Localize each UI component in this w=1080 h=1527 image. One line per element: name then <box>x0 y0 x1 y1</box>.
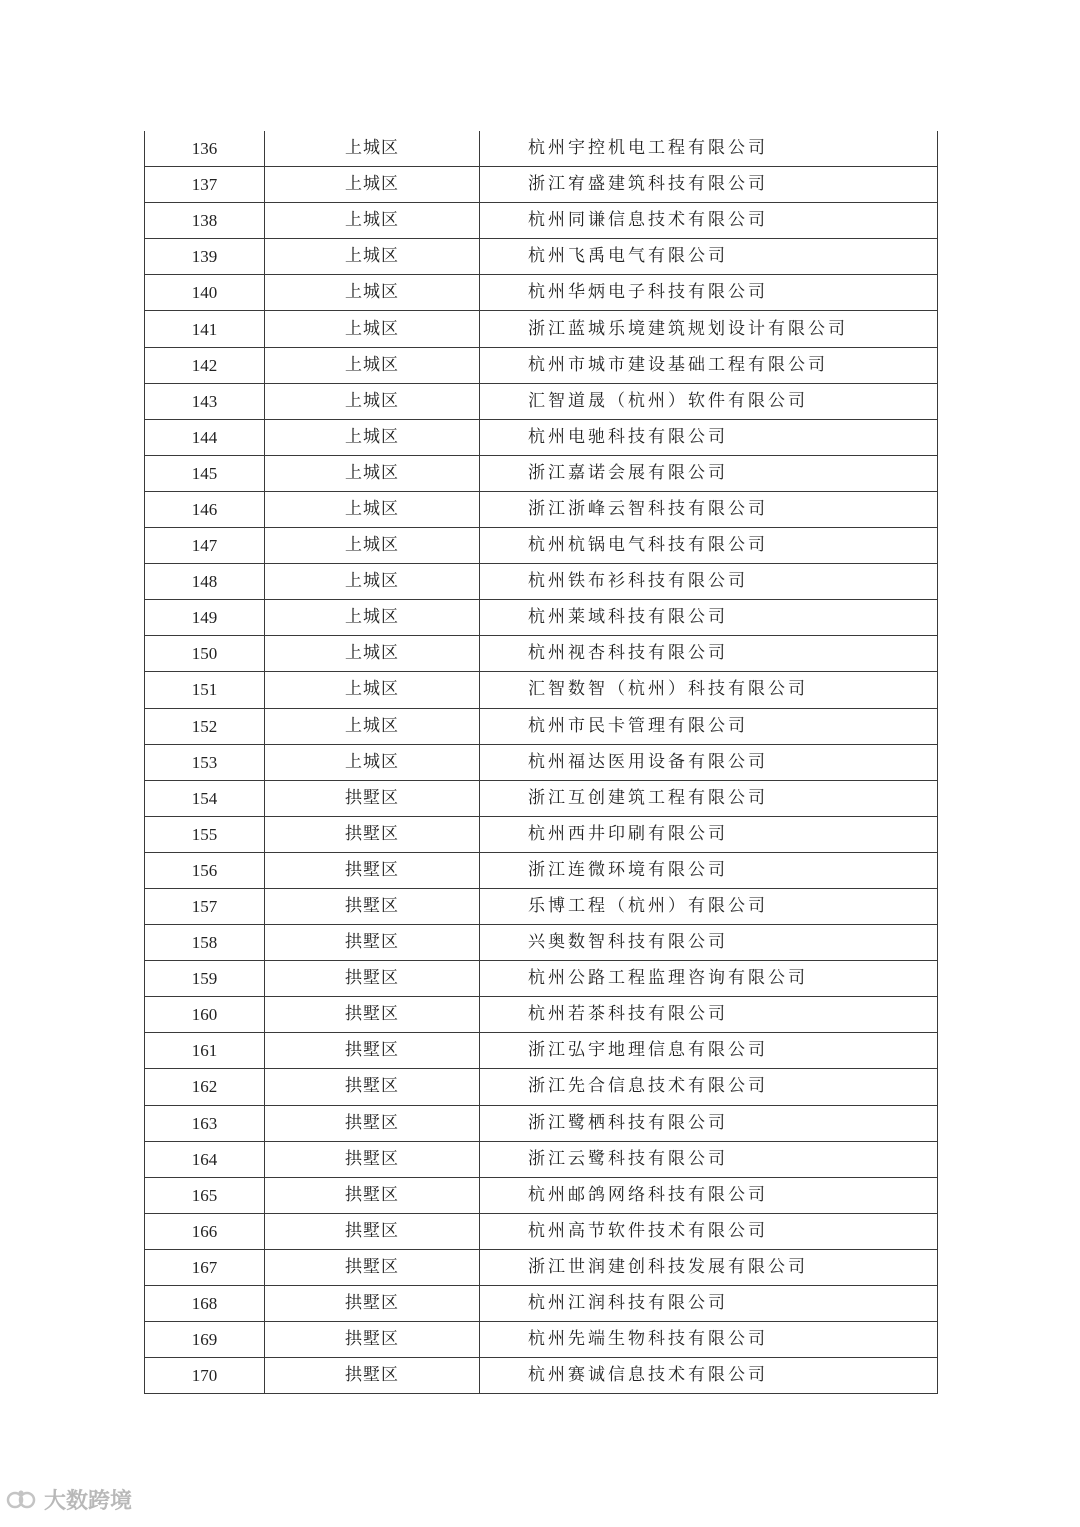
district-cell: 拱墅区 <box>265 1322 480 1358</box>
company-name-cell: 浙江先合信息技术有限公司 <box>480 1069 938 1105</box>
row-number-cell: 155 <box>145 816 265 852</box>
watermark-text: 大数跨境 <box>44 1489 133 1514</box>
row-number-cell: 139 <box>145 239 265 275</box>
district-cell: 拱墅区 <box>265 1358 480 1394</box>
row-number-cell: 167 <box>145 1249 265 1285</box>
table-row <box>145 1322 938 1358</box>
company-name-cell: 汇智数智（杭州）科技有限公司 <box>480 672 938 708</box>
table-row <box>145 131 938 167</box>
table-row <box>145 1069 938 1105</box>
district-cell: 上城区 <box>265 636 480 672</box>
row-number-cell: 161 <box>145 1033 265 1069</box>
company-name-cell: 乐博工程（杭州）有限公司 <box>480 888 938 924</box>
company-name-cell: 杭州市城市建设基础工程有限公司 <box>480 347 938 383</box>
company-name-cell: 杭州赛诚信息技术有限公司 <box>480 1358 938 1394</box>
row-number-cell: 168 <box>145 1286 265 1322</box>
district-cell: 拱墅区 <box>265 1069 480 1105</box>
table-row <box>145 1033 938 1069</box>
row-number-cell: 158 <box>145 925 265 961</box>
table-row <box>145 600 938 636</box>
row-number-cell: 140 <box>145 275 265 311</box>
company-name-cell: 杭州铁布衫科技有限公司 <box>480 564 938 600</box>
district-cell: 上城区 <box>265 203 480 239</box>
company-name-cell: 浙江鹭栖科技有限公司 <box>480 1105 938 1141</box>
company-name-cell: 杭州市民卡管理有限公司 <box>480 708 938 744</box>
table-row <box>145 491 938 527</box>
table-row <box>145 816 938 852</box>
district-cell: 上城区 <box>265 744 480 780</box>
table-row <box>145 1141 938 1177</box>
company-name-cell: 杭州邮鸽网络科技有限公司 <box>480 1177 938 1213</box>
row-number-cell: 149 <box>145 600 265 636</box>
district-cell: 拱墅区 <box>265 1177 480 1213</box>
district-cell: 拱墅区 <box>265 997 480 1033</box>
row-number-cell: 145 <box>145 455 265 491</box>
row-number-cell: 165 <box>145 1177 265 1213</box>
company-table-container <box>144 131 937 1394</box>
row-number-cell: 137 <box>145 167 265 203</box>
district-cell: 拱墅区 <box>265 1249 480 1285</box>
company-name-cell: 杭州电驰科技有限公司 <box>480 419 938 455</box>
row-number-cell: 163 <box>145 1105 265 1141</box>
row-number-cell: 156 <box>145 852 265 888</box>
company-name-cell: 杭州莱域科技有限公司 <box>480 600 938 636</box>
district-cell: 拱墅区 <box>265 961 480 997</box>
district-cell: 拱墅区 <box>265 1286 480 1322</box>
table-row <box>145 925 938 961</box>
row-number-cell: 141 <box>145 311 265 347</box>
district-cell: 拱墅区 <box>265 1213 480 1249</box>
district-cell: 拱墅区 <box>265 852 480 888</box>
district-cell: 上城区 <box>265 708 480 744</box>
company-name-cell: 杭州公路工程监理咨询有限公司 <box>480 961 938 997</box>
table-row <box>145 1105 938 1141</box>
table-row <box>145 347 938 383</box>
table-row <box>145 167 938 203</box>
row-number-cell: 151 <box>145 672 265 708</box>
table-row <box>145 1358 938 1394</box>
table-row <box>145 1249 938 1285</box>
district-cell: 上城区 <box>265 239 480 275</box>
table-row <box>145 455 938 491</box>
row-number-cell: 153 <box>145 744 265 780</box>
district-cell: 上城区 <box>265 167 480 203</box>
row-number-cell: 166 <box>145 1213 265 1249</box>
row-number-cell: 138 <box>145 203 265 239</box>
table-row <box>145 708 938 744</box>
table-row <box>145 636 938 672</box>
table-row <box>145 564 938 600</box>
company-name-cell: 浙江浙峰云智科技有限公司 <box>480 491 938 527</box>
row-number-cell: 147 <box>145 528 265 564</box>
company-name-cell: 杭州江润科技有限公司 <box>480 1286 938 1322</box>
row-number-cell: 169 <box>145 1322 265 1358</box>
table-row <box>145 852 938 888</box>
table-row <box>145 780 938 816</box>
company-name-cell: 杭州高节软件技术有限公司 <box>480 1213 938 1249</box>
district-cell: 拱墅区 <box>265 1033 480 1069</box>
company-name-cell: 兴奥数智科技有限公司 <box>480 925 938 961</box>
district-cell: 上城区 <box>265 419 480 455</box>
row-number-cell: 136 <box>145 131 265 167</box>
company-name-cell: 浙江世润建创科技发展有限公司 <box>480 1249 938 1285</box>
row-number-cell: 143 <box>145 383 265 419</box>
row-number-cell: 146 <box>145 491 265 527</box>
table-row <box>145 961 938 997</box>
district-cell: 上城区 <box>265 131 480 167</box>
table-row <box>145 383 938 419</box>
row-number-cell: 148 <box>145 564 265 600</box>
table-row <box>145 311 938 347</box>
company-name-cell: 浙江蓝城乐境建筑规划设计有限公司 <box>480 311 938 347</box>
company-name-cell: 杭州若茶科技有限公司 <box>480 997 938 1033</box>
district-cell: 上城区 <box>265 564 480 600</box>
table-row <box>145 744 938 780</box>
district-cell: 上城区 <box>265 672 480 708</box>
table-row <box>145 419 938 455</box>
row-number-cell: 162 <box>145 1069 265 1105</box>
row-number-cell: 164 <box>145 1141 265 1177</box>
company-name-cell: 杭州福达医用设备有限公司 <box>480 744 938 780</box>
row-number-cell: 144 <box>145 419 265 455</box>
row-number-cell: 159 <box>145 961 265 997</box>
district-cell: 上城区 <box>265 275 480 311</box>
district-cell: 拱墅区 <box>265 925 480 961</box>
table-row <box>145 203 938 239</box>
row-number-cell: 157 <box>145 888 265 924</box>
company-name-cell: 杭州宇控机电工程有限公司 <box>480 131 938 167</box>
district-cell: 拱墅区 <box>265 1141 480 1177</box>
table-row <box>145 1177 938 1213</box>
table-row <box>145 528 938 564</box>
district-cell: 拱墅区 <box>265 888 480 924</box>
table-row <box>145 997 938 1033</box>
company-name-cell: 浙江宥盛建筑科技有限公司 <box>480 167 938 203</box>
company-name-cell: 杭州同谦信息技术有限公司 <box>480 203 938 239</box>
district-cell: 上城区 <box>265 383 480 419</box>
company-name-cell: 杭州华炳电子科技有限公司 <box>480 275 938 311</box>
table-row <box>145 888 938 924</box>
district-cell: 拱墅区 <box>265 780 480 816</box>
watermark <box>6 1484 132 1515</box>
district-cell: 上城区 <box>265 311 480 347</box>
row-number-cell: 170 <box>145 1358 265 1394</box>
row-number-cell: 150 <box>145 636 265 672</box>
company-name-cell: 杭州杭锅电气科技有限公司 <box>480 528 938 564</box>
district-cell: 上城区 <box>265 491 480 527</box>
row-number-cell: 154 <box>145 780 265 816</box>
company-name-cell: 浙江连微环境有限公司 <box>480 852 938 888</box>
logo-icon <box>6 1488 38 1512</box>
company-name-cell: 浙江云鹭科技有限公司 <box>480 1141 938 1177</box>
district-cell: 拱墅区 <box>265 816 480 852</box>
company-name-cell: 杭州先端生物科技有限公司 <box>480 1322 938 1358</box>
row-number-cell: 152 <box>145 708 265 744</box>
company-name-cell: 杭州视杏科技有限公司 <box>480 636 938 672</box>
district-cell: 上城区 <box>265 455 480 491</box>
row-number-cell: 142 <box>145 347 265 383</box>
district-cell: 上城区 <box>265 528 480 564</box>
company-name-cell: 杭州西井印刷有限公司 <box>480 816 938 852</box>
company-name-cell: 浙江互创建筑工程有限公司 <box>480 780 938 816</box>
company-name-cell: 浙江弘宇地理信息有限公司 <box>480 1033 938 1069</box>
company-name-cell: 汇智道晟（杭州）软件有限公司 <box>480 383 938 419</box>
district-cell: 拱墅区 <box>265 1105 480 1141</box>
company-table <box>144 131 938 1394</box>
table-row <box>145 672 938 708</box>
table-row <box>145 1286 938 1322</box>
row-number-cell: 160 <box>145 997 265 1033</box>
table-row <box>145 1213 938 1249</box>
district-cell: 上城区 <box>265 347 480 383</box>
company-name-cell: 杭州飞禹电气有限公司 <box>480 239 938 275</box>
company-name-cell: 浙江嘉诺会展有限公司 <box>480 455 938 491</box>
table-row <box>145 239 938 275</box>
district-cell: 上城区 <box>265 600 480 636</box>
table-row <box>145 275 938 311</box>
company-table-body <box>145 131 938 1394</box>
